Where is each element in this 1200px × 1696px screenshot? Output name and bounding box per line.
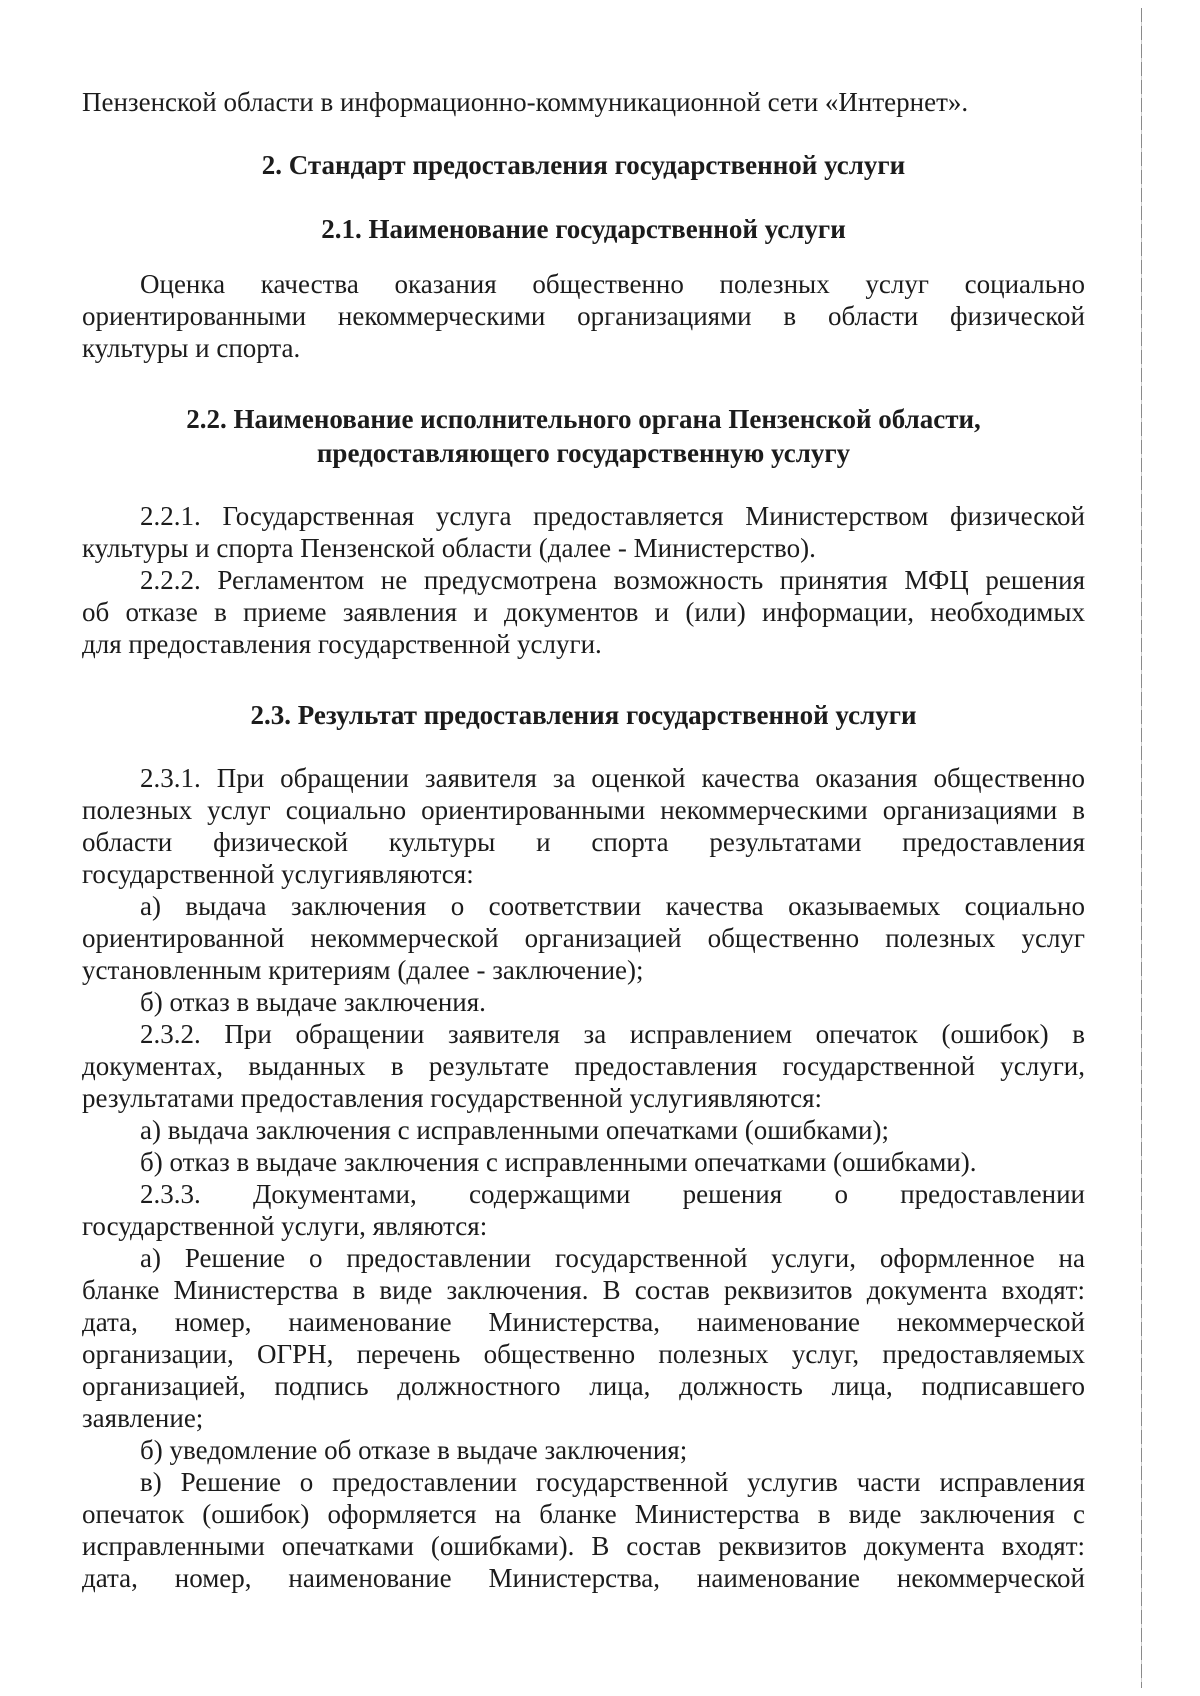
text-line: а) Решение о предоставлении государственной услуги, оформленное на (140, 1243, 1085, 1273)
text-line: организации, ОГРН, перечень общественно полезных услуг, предоставляемых (82, 1339, 1085, 1369)
text-line: Оценка качества оказания общественно полезных услуг социально (140, 269, 1085, 299)
paragraph-2-3-2 (82, 1018, 1085, 1114)
text-line: полезных услуг социально ориентированными некоммерческими организациями в (82, 795, 1085, 825)
paragraph-2-3-3-b: б) уведомление об отказе в выдаче заключения; (140, 1435, 688, 1465)
intro-line: Пензенской области в информационно-коммуникационной сети «Интернет». (82, 87, 969, 117)
section-2-2-title-line-1: 2.2. Наименование исполнительного органа Пензенской области, (186, 404, 981, 434)
paragraph-2-3-2-a: а) выдача заключения с исправленными опечатками (ошибками); (140, 1115, 889, 1145)
section-2-1-title: 2.1. Наименование государственной услуги (321, 214, 846, 244)
text-line: государственной услугиявляются: (82, 859, 474, 889)
text-line: об отказе в приеме заявления и документов и (или) информации, необходимых (82, 597, 1085, 627)
text-line: для предоставления государственной услуги. (82, 629, 602, 659)
section-2-title: 2. Стандарт предоставления государственной услуги (261, 150, 906, 180)
text-line: в) Решение о предоставлении государственной услугив части исправления (140, 1467, 1085, 1497)
scan-edge-line (1141, 8, 1142, 1688)
text-line: документах, выданных в результате предоставления государственной услуги, (82, 1051, 1085, 1081)
document-body (82, 86, 1085, 1594)
text-line: организацией, подпись должностного лица, должность лица, подписавшего (82, 1371, 1085, 1401)
text-line: опечаток (ошибок) оформляется на бланке Министерства в виде заключения с (82, 1499, 1085, 1529)
paragraph-2-3-1-a (82, 890, 1085, 986)
paragraph-2-3-3 (82, 1178, 1085, 1242)
text-line: ориентированными некоммерческими организациями в области физической (82, 301, 1085, 331)
text-line: результатами предоставления государственной услугиявляются: (82, 1083, 823, 1113)
text-line: 2.2.2. Регламентом не предусмотрена возможность принятия МФЦ решения (140, 565, 1085, 595)
paragraph-2-2-2 (82, 564, 1085, 660)
text-line: дата, номер, наименование Министерства, наименование некоммерческой (82, 1563, 1085, 1593)
text-line: ориентированной некоммерческой организацией общественно полезных услуг (82, 923, 1085, 953)
text-line: исправленными опечатками (ошибками). В состав реквизитов документа входят: (82, 1531, 1085, 1561)
paragraph-2-3-1-b: б) отказ в выдаче заключения. (140, 987, 486, 1017)
text-line: дата, номер, наименование Министерства, наименование некоммерческой (82, 1307, 1085, 1337)
text-line: заявление; (82, 1403, 204, 1433)
text-line: 2.3.3. Документами, содержащими решения о предоставлении (140, 1179, 1085, 1209)
text-line: 2.3.1. При обращении заявителя за оценкой качества оказания общественно (140, 763, 1085, 793)
paragraph-2-3-2-b: б) отказ в выдаче заключения с исправленными опечатками (ошибками). (140, 1147, 977, 1177)
paragraph-2-3-3-c (82, 1466, 1085, 1594)
text-line: культуры и спорта Пензенской области (далее - Министерство). (82, 533, 816, 563)
text-line: 2.2.1. Государственная услуга предоставляется Министерством физической (140, 501, 1085, 531)
paragraph-2-3-3-a (82, 1242, 1085, 1434)
paragraph-2-3-1 (82, 762, 1085, 890)
text-line: установленным критериям (далее - заключение); (82, 955, 644, 985)
section-2-2-title-line-2: предоставляющего государственную услугу (316, 438, 851, 468)
text-line: культуры и спорта. (82, 333, 301, 363)
paragraph-2-2-1 (82, 500, 1085, 564)
text-line: области физической культуры и спорта результатами предоставления (82, 827, 1085, 857)
text-line: 2.3.2. При обращении заявителя за исправлением опечаток (ошибок) в (140, 1019, 1085, 1049)
text-line: государственной услуги, являются: (82, 1211, 488, 1241)
section-2-1-text (82, 268, 1085, 364)
text-line: а) выдача заключения о соответствии качества оказываемых социально (140, 891, 1085, 921)
text-line: бланке Министерства в виде заключения. В состав реквизитов документа входят: (82, 1275, 1085, 1305)
section-2-3-title: 2.3. Результат предоставления государственной услуги (250, 700, 917, 730)
